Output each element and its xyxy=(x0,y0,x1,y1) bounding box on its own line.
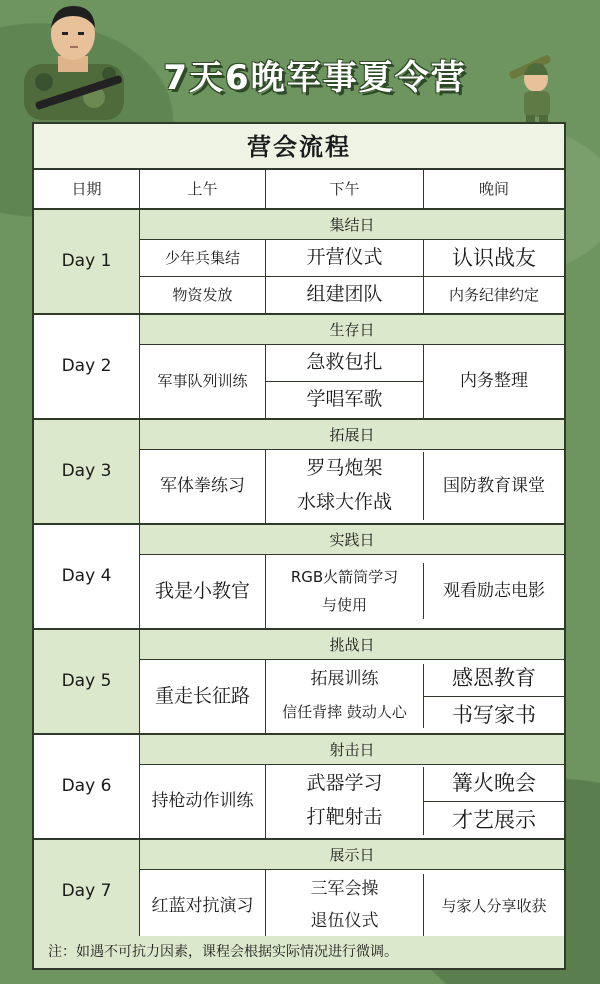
day-theme: 集结日 xyxy=(140,210,564,240)
day-label: Day 5 xyxy=(34,630,140,733)
page-title: 7天6晚军事夏令营 xyxy=(163,58,467,98)
afternoon-activity: 三军会操 xyxy=(266,874,424,906)
afternoon-activity: 水球大作战 xyxy=(266,486,424,520)
day-row-7 xyxy=(34,840,564,945)
afternoon-activity: 拓展训练 xyxy=(266,664,424,696)
day-label: Day 1 xyxy=(34,210,140,313)
soldier-illustration-icon xyxy=(14,2,134,120)
afternoon-activity: RGB火箭筒学习 xyxy=(266,563,424,591)
day-label: Day 3 xyxy=(34,420,140,523)
day-row-3 xyxy=(34,420,564,525)
column-header-date: 日期 xyxy=(34,170,140,208)
morning-activity: 重走长征路 xyxy=(140,660,266,733)
day-label: Day 2 xyxy=(34,315,140,418)
day-row-4 xyxy=(34,525,564,630)
evening-activity: 内务整理 xyxy=(460,370,528,391)
day-label: Day 6 xyxy=(34,735,140,838)
morning-activity: 物资发放 xyxy=(140,277,266,313)
afternoon-activity: 信任背摔 鼓动人心 xyxy=(266,696,424,728)
afternoon-activity: 与使用 xyxy=(266,591,424,619)
schedule-title: 营会流程 xyxy=(34,124,564,170)
day-label: Day 7 xyxy=(34,840,140,943)
footnote: 注：如遇不可抗力因素，课程会根据实际情况进行微调。 xyxy=(34,936,564,968)
day-theme: 射击日 xyxy=(140,735,564,765)
morning-activity: 少年兵集结 xyxy=(140,240,266,276)
morning-activity: 红蓝对抗演习 xyxy=(140,870,266,943)
day-row-5 xyxy=(34,630,564,735)
evening-activity: 国防教育课堂 xyxy=(443,475,545,496)
evening-activity: 内务纪律约定 xyxy=(448,285,539,304)
morning-activity: 我是小教官 xyxy=(140,555,266,628)
afternoon-activity: 打靶射击 xyxy=(266,801,424,835)
evening-activity: 篝火晚会 xyxy=(452,770,536,795)
schedule-card xyxy=(32,122,566,970)
afternoon-activity: 武器学习 xyxy=(266,767,424,801)
day-theme: 拓展日 xyxy=(140,420,564,450)
day-label: Day 4 xyxy=(34,525,140,628)
day-theme: 挑战日 xyxy=(140,630,564,660)
afternoon-activity: 组建团队 xyxy=(266,277,424,313)
afternoon-activity: 退伍仪式 xyxy=(266,906,424,938)
morning-activity: 军事队列训练 xyxy=(140,345,266,418)
day-row-2 xyxy=(34,315,564,420)
day-row-6 xyxy=(34,735,564,840)
day-theme: 实践日 xyxy=(140,525,564,555)
morning-activity: 军体拳练习 xyxy=(140,450,266,523)
evening-activity: 观看励志电影 xyxy=(443,580,545,601)
column-header-row xyxy=(34,170,564,210)
column-header-morning: 上午 xyxy=(140,170,266,208)
day-theme: 展示日 xyxy=(140,840,564,870)
evening-activity: 认识战友 xyxy=(452,245,536,270)
column-header-afternoon: 下午 xyxy=(266,170,424,208)
day-theme: 生存日 xyxy=(140,315,564,345)
column-header-evening: 晚间 xyxy=(478,180,509,198)
afternoon-activity: 急救包扎 xyxy=(266,345,424,381)
afternoon-activity: 开营仪式 xyxy=(266,240,424,276)
evening-activity: 与家人分享收获 xyxy=(441,897,547,916)
evening-activity: 感恩教育 xyxy=(452,665,536,690)
morning-activity: 持枪动作训练 xyxy=(140,765,266,838)
afternoon-activity: 学唱军歌 xyxy=(266,382,424,418)
header xyxy=(0,0,600,122)
day-row-1 xyxy=(34,210,564,315)
afternoon-activity: 罗马炮架 xyxy=(266,452,424,486)
evening-activity: 才艺展示 xyxy=(452,807,536,832)
evening-activity: 书写家书 xyxy=(452,702,536,727)
